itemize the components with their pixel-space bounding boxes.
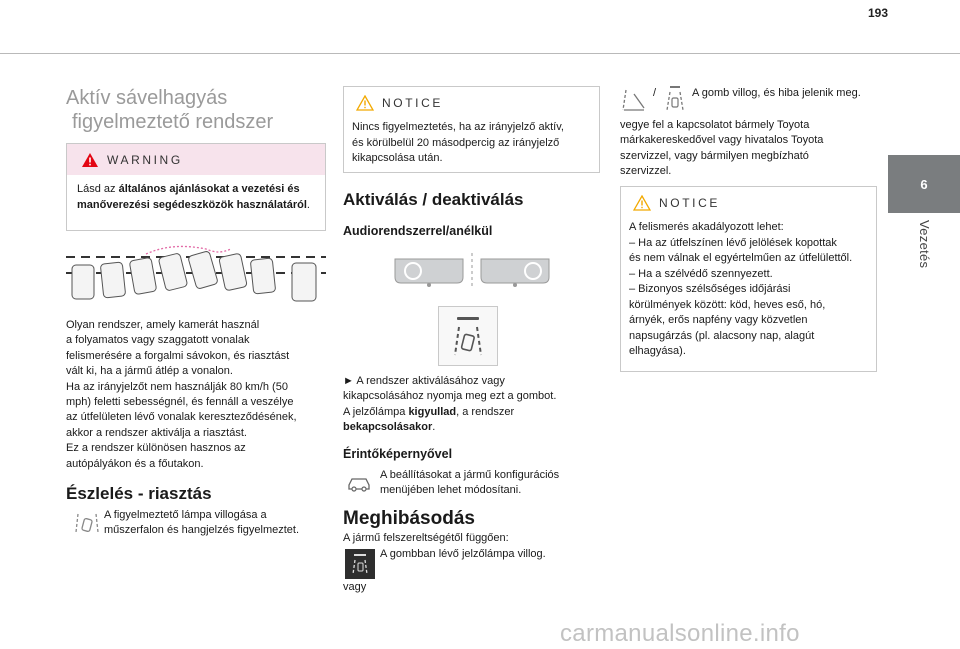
fault-intro: A jármű felszereltségétől függően: bbox=[343, 532, 509, 544]
warning-text-bold: általános ajánlásokat a vezetési és manőverezési segédeszközök használatáról bbox=[77, 183, 307, 211]
notice-text-1 bbox=[344, 118, 599, 169]
notice-line: Nincs figyelmeztetés, ha az irányjelző aktív, bbox=[352, 121, 564, 133]
notice-text-2 bbox=[621, 218, 876, 362]
contact-text bbox=[620, 118, 880, 180]
notice-line: kikapcsolása után. bbox=[352, 152, 443, 164]
contact-line: szervizzel. bbox=[620, 165, 672, 178]
warning-text-pre: Lásd az bbox=[77, 183, 119, 195]
fault-or: vagy bbox=[343, 581, 367, 593]
audio-heading: Audiorendszerrel/anélkül bbox=[343, 224, 493, 238]
notice-line: elhagyása). bbox=[629, 345, 686, 357]
lane-warning-lamp-icon bbox=[74, 510, 100, 536]
notice-line: – Ha a szélvédő szennyezett. bbox=[629, 267, 773, 280]
lane-fault-outline-icon bbox=[620, 84, 648, 114]
activation-text: . bbox=[432, 421, 436, 434]
lane-fault-car-icon bbox=[664, 84, 686, 114]
activation-text: A jelzőlámpa bbox=[343, 405, 409, 418]
notice-title-1: NOTICE bbox=[382, 95, 443, 110]
section-title-line2: figyelmeztető rendszer bbox=[72, 111, 274, 133]
activation-bold: kigyullad bbox=[408, 405, 457, 418]
flashing-button-icon bbox=[345, 549, 375, 579]
description-line: Ha az irányjelzőt nem használják 80 km/h (50 bbox=[66, 380, 288, 393]
page-number: 193 bbox=[867, 6, 888, 20]
notice-line: napsugárzás (pl. alacsony nap, alagút bbox=[629, 329, 815, 342]
watermark: carmanualsonline.info bbox=[560, 620, 800, 647]
contact-line: szervizzel, vagy bármilyen megbízható bbox=[620, 149, 809, 162]
fault-heading: Meghibásodás bbox=[343, 508, 475, 529]
description-line: akkor a rendszer aktiválja a riasztást. bbox=[66, 426, 247, 439]
description-line: mph) feletti sebességnél, és fennáll a veszélye bbox=[66, 396, 294, 409]
touchscreen-line: menüjében lehet módosítani. bbox=[380, 484, 522, 497]
lane-lamp-flashing-icon bbox=[345, 549, 375, 579]
lane-assist-button-icon[interactable] bbox=[438, 306, 498, 366]
section-title-line1: Aktív sávelhagyás bbox=[66, 87, 228, 109]
activation-text: , a rendszer bbox=[456, 405, 515, 418]
header-rule bbox=[0, 53, 960, 54]
notice-header-1 bbox=[344, 87, 599, 118]
icons-separator: / bbox=[653, 87, 657, 99]
chapter-tab[interactable]: 6 bbox=[888, 155, 960, 213]
detection-heading: Észlelés - riasztás bbox=[66, 484, 212, 503]
touchscreen-text bbox=[380, 468, 600, 499]
car-settings-icon bbox=[346, 474, 372, 492]
notice-header-2 bbox=[621, 187, 876, 218]
steering-wheel-button-illustration bbox=[393, 251, 553, 291]
touchscreen-heading: Érintőképernyővel bbox=[343, 447, 453, 461]
notice-line: és nem válnak el egyértelműen az útfelülettől. bbox=[629, 252, 853, 264]
activation-bold: bekapcsolásakor bbox=[343, 421, 433, 434]
icons-text: A gomb villog, és hiba jelenik meg. bbox=[692, 87, 861, 99]
notice-triangle-icon bbox=[633, 195, 651, 211]
fault-line: A gombban lévő jelzőlámpa villog. bbox=[380, 548, 546, 560]
description-line: Olyan rendszer, amely kamerát használ bbox=[66, 319, 260, 331]
warning-box bbox=[66, 143, 326, 231]
touchscreen-line: A beállításokat a jármű konfigurációs bbox=[380, 469, 560, 481]
activation-line: kikapcsolásához nyomja meg ezt a gombot. bbox=[343, 390, 557, 403]
lane-assist-symbol-icon bbox=[439, 307, 497, 365]
notice-line: – Ha az útfelszínen lévő jelölések kopottak bbox=[629, 236, 837, 249]
warning-text bbox=[67, 175, 325, 220]
activation-line: ► A rendszer aktiválásához vagy bbox=[343, 375, 505, 387]
activation-line bbox=[343, 405, 598, 420]
notice-line: körülmények között: köd, heves eső, hó, bbox=[629, 298, 826, 311]
description-line: az útfelületen lévő vonalak kereszteződésének, bbox=[66, 411, 297, 424]
contact-line: márkakereskedővel vagy hivatalos Toyota bbox=[620, 134, 824, 147]
notice-box-2 bbox=[620, 186, 877, 372]
warning-header bbox=[67, 144, 325, 175]
lane-departure-illustration bbox=[66, 243, 326, 307]
detection-text bbox=[104, 508, 334, 539]
warning-triangle-icon bbox=[81, 152, 99, 168]
activation-heading: Aktiválás / deaktiválás bbox=[343, 190, 524, 209]
description-line: autópályákon és a főutakon. bbox=[66, 457, 204, 470]
warning-text-post: . bbox=[306, 198, 310, 211]
description-line: vált ki, ha a jármű átlép a vonalon. bbox=[66, 365, 233, 378]
notice-line: és körülbelül 20 másodpercig az irányjelző bbox=[352, 136, 560, 149]
activation-line bbox=[343, 420, 598, 435]
description-line: felismerésére a forgalmi sávokon, és riasztást bbox=[66, 349, 290, 362]
notice-line: – Bizonyos szélsőséges időjárási bbox=[629, 283, 791, 295]
warning-title: WARNING bbox=[107, 152, 183, 167]
notice-line: A felismerés akadályozott lehet: bbox=[629, 221, 784, 233]
notice-title-2: NOTICE bbox=[659, 195, 720, 210]
description-line: Ez a rendszer különösen hasznos az bbox=[66, 442, 246, 455]
activation-instructions bbox=[343, 374, 598, 436]
description-line: a folyamatos vagy szaggatott vonalak bbox=[66, 334, 250, 347]
notice-line: árnyék, erős napfény vagy közvetlen bbox=[629, 314, 808, 326]
detection-line: A figyelmeztető lámpa villogása a bbox=[104, 509, 267, 521]
chapter-label: Vezetés bbox=[917, 220, 932, 269]
description-paragraph bbox=[66, 318, 336, 472]
contact-line: vegye fel a kapcsolatot bármely Toyota bbox=[620, 119, 810, 131]
detection-line: műszerfalon és hangjelzés figyelmeztet. bbox=[104, 524, 300, 537]
notice-box-1 bbox=[343, 86, 600, 173]
notice-triangle-icon bbox=[356, 95, 374, 111]
